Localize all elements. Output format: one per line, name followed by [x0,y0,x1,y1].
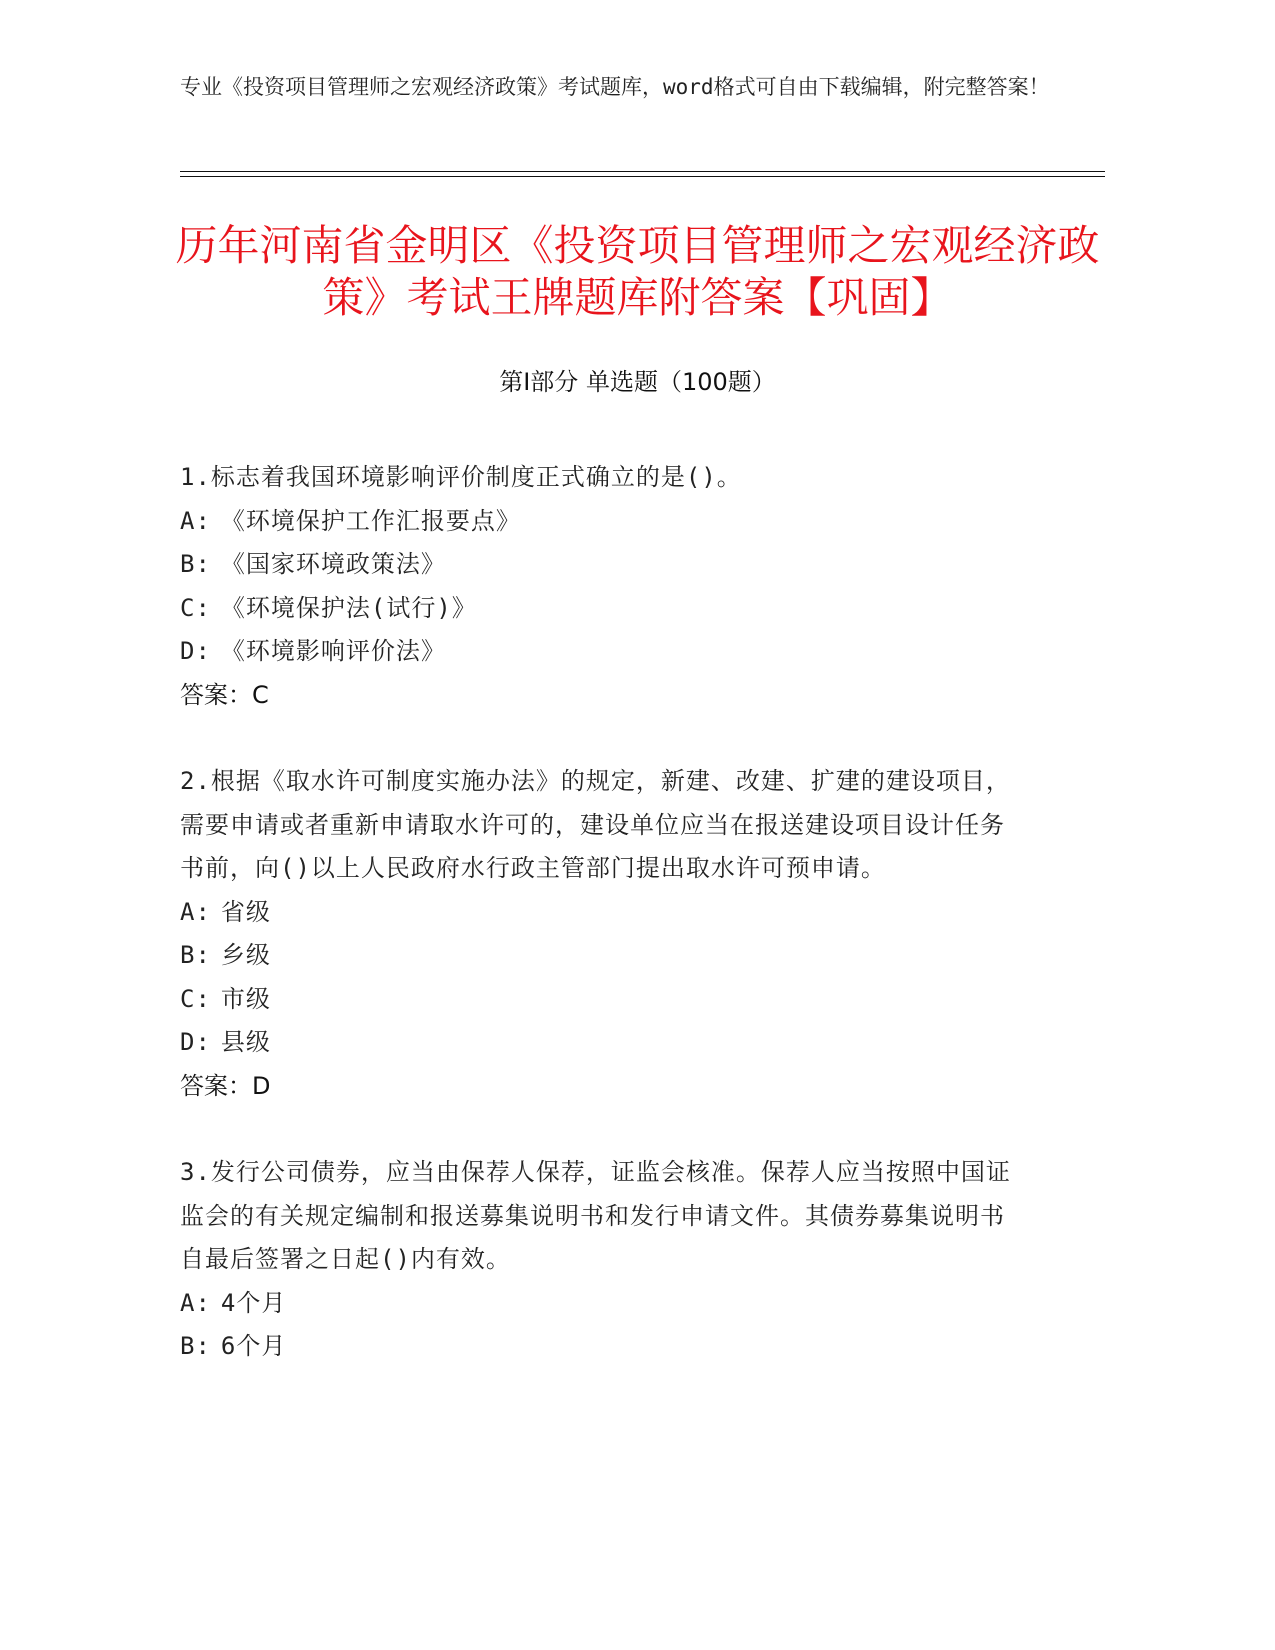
option-a [180,891,1020,935]
option-d [180,1021,1020,1065]
question-1 [180,456,1020,717]
question-stem: 3.发行公司债券，应当由保荐人保荐，证监会核准。保荐人应当按照中国证监会的有关规定编制和报送募集说明书和发行申请文件。其债券募集说明书自最后签署之日起()内有效。 [180,1158,1011,1273]
option-letter: C: [180,984,211,1013]
answer-line: 答案：D [180,1071,271,1100]
option-b [180,1325,1020,1369]
header-note: 专业《投资项目管理师之宏观经济政策》考试题库，word格式可自由下载编辑，附完整答案！ [180,75,1050,99]
question-stem: 1.标志着我国环境影响评价制度正式确立的是()。 [180,463,742,491]
option-a [180,500,1020,544]
option-letter: B: [180,941,211,969]
question-2 [180,760,1020,1108]
section-heading: 第Ⅰ部分 单选题（100题） [499,368,776,396]
option-text: 4个月 [220,1288,287,1317]
option-b [180,543,1020,587]
option-letter: B: [180,550,211,578]
option-c [180,978,1020,1022]
answer-line: 答案：C [180,680,269,709]
option-text: 市级 [220,984,271,1013]
question-3 [180,1151,1020,1369]
option-letter: A: [180,1288,211,1317]
option-b [180,934,1020,978]
option-letter: A: [180,506,211,535]
header-divider-bottom [180,176,1105,177]
option-letter: D: [180,1028,211,1056]
option-letter: A: [180,897,211,926]
option-d [180,630,1020,674]
option-a [180,1282,1020,1326]
option-text: 省级 [220,897,271,926]
option-text: 《环境影响评价法》 [220,637,446,665]
option-text: 县级 [220,1028,271,1056]
document-title: 历年河南省金明区《投资项目管理师之宏观经济政策》考试王牌题库附答案【巩固】 [175,221,1100,322]
option-letter: B: [180,1332,211,1360]
option-text: 《环境保护工作汇报要点》 [220,506,521,535]
option-text: 《国家环境政策法》 [220,550,446,578]
option-letter: C: [180,593,211,622]
option-text: 乡级 [220,941,271,969]
option-text: 6个月 [220,1332,287,1360]
header-divider-top [180,171,1105,172]
question-stem: 2.根据《取水许可制度实施办法》的规定，新建、改建、扩建的建设项目，需要申请或者重新申请取水许可的，建设单位应当在报送建设项目设计任务书前，向()以上人民政府水行政主管部门提出取水许可预申请。 [180,767,1011,882]
option-letter: D: [180,637,211,665]
option-text: 《环境保护法(试行)》 [220,593,477,622]
question-list [180,456,1020,1412]
option-c [180,587,1020,631]
